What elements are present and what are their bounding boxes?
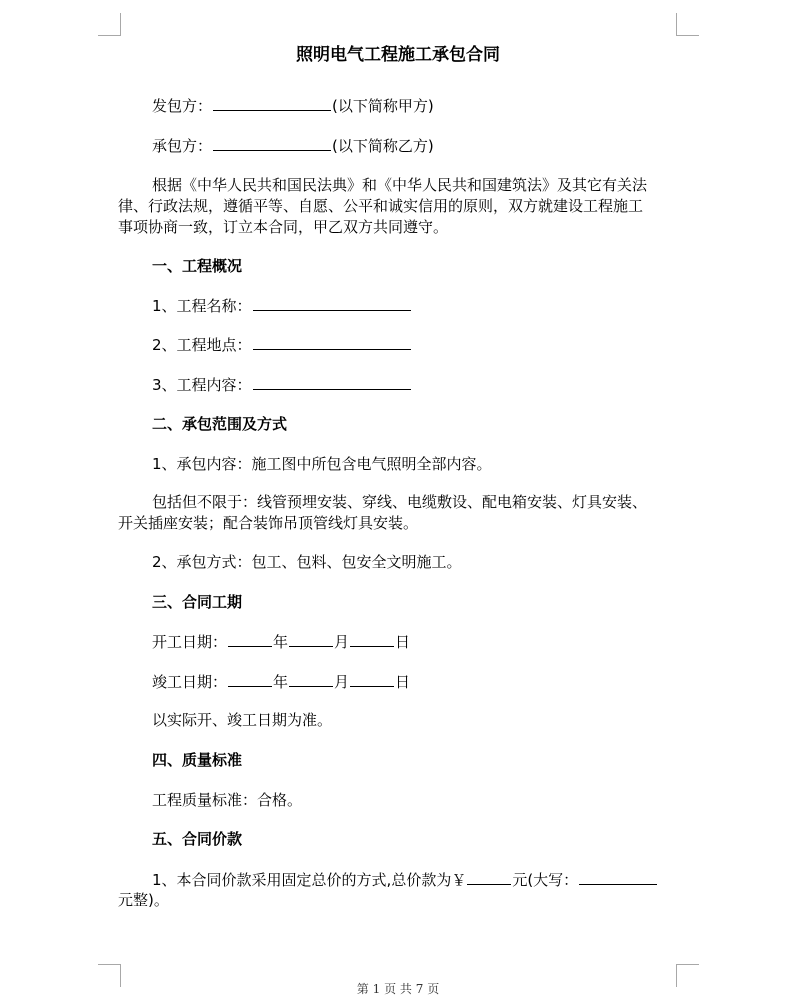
intro-line-3: 事项协商一致，订立本合同，甲乙双方共同遵守。 <box>118 218 449 236</box>
project-content-blank[interactable] <box>253 374 411 390</box>
project-location-blank[interactable] <box>253 334 411 350</box>
section-3-heading: 三、合同工期 <box>152 593 243 611</box>
end-month-unit: 月 <box>334 673 350 691</box>
price-capital-label: 元(大写： <box>512 871 579 889</box>
end-year-unit: 年 <box>273 673 289 691</box>
footer-middle: 页 共 <box>384 982 412 996</box>
party-a-suffix: (以下简称甲方) <box>332 97 434 115</box>
section-4-heading: 四、质量标准 <box>152 751 243 769</box>
end-year-blank[interactable] <box>228 671 272 687</box>
start-date-label: 开工日期： <box>152 633 228 651</box>
party-a-label: 发包方： <box>152 97 213 115</box>
project-content-line <box>152 374 412 395</box>
end-day-blank[interactable] <box>350 671 394 687</box>
start-month-blank[interactable] <box>289 631 333 647</box>
project-location-line <box>152 334 412 355</box>
section-1-heading: 一、工程概况 <box>152 257 243 275</box>
project-content-label: 3、工程内容： <box>152 376 252 394</box>
price-line-2: 元整)。 <box>118 891 169 909</box>
price-text: 1、本合同价款采用固定总价的方式,总价款为￥ <box>152 871 467 889</box>
start-year-unit: 年 <box>273 633 289 651</box>
project-location-label: 2、工程地点： <box>152 336 252 354</box>
end-date-line <box>152 671 410 692</box>
party-b-blank[interactable] <box>213 135 331 151</box>
current-page-number: 1 <box>372 982 381 996</box>
start-day-unit: 日 <box>395 633 411 651</box>
start-day-blank[interactable] <box>350 631 394 647</box>
section-5-heading: 五、合同价款 <box>152 830 243 848</box>
party-b-suffix: (以下简称乙方) <box>332 137 434 155</box>
price-amount-blank[interactable] <box>467 869 511 885</box>
end-date-label: 竣工日期： <box>152 673 228 691</box>
page-footer <box>0 981 796 997</box>
scope-include-line-1: 包括但不限于：线管预埋安装、穿线、电缆敷设、配电箱安装、灯具安装、 <box>152 493 648 511</box>
start-date-line <box>152 631 410 652</box>
party-a-blank[interactable] <box>213 95 331 111</box>
total-page-count: 7 <box>415 982 424 996</box>
document-title: 照明电气工程施工承包合同 <box>296 45 500 65</box>
intro-line-1: 根据《中华人民共和国民法典》和《中华人民共和国建筑法》及其它有关法 <box>152 176 648 194</box>
price-line-1 <box>152 869 658 890</box>
party-a-line <box>152 95 434 116</box>
crop-mark-top-right <box>676 13 699 36</box>
footer-prefix: 第 <box>356 982 369 996</box>
start-year-blank[interactable] <box>228 631 272 647</box>
start-month-unit: 月 <box>334 633 350 651</box>
intro-line-2: 律、行政法规，遵循平等、自愿、公平和诚实信用的原则，双方就建设工程施工 <box>118 197 644 215</box>
scope-content-line: 1、承包内容：施工图中所包含电气照明全部内容。 <box>152 455 492 473</box>
project-name-line <box>152 295 412 316</box>
party-b-line <box>152 135 434 156</box>
project-name-label: 1、工程名称： <box>152 297 252 315</box>
schedule-note: 以实际开、竣工日期为准。 <box>152 711 333 729</box>
scope-include-line-2: 开关插座安装；配合装饰吊顶管线灯具安装。 <box>118 514 419 532</box>
footer-suffix: 页 <box>427 982 440 996</box>
project-name-blank[interactable] <box>253 295 411 311</box>
end-month-blank[interactable] <box>289 671 333 687</box>
price-capital-blank[interactable] <box>579 869 657 885</box>
party-b-label: 承包方： <box>152 137 213 155</box>
quality-standard-line: 工程质量标准：合格。 <box>152 791 303 809</box>
contract-mode-line: 2、承包方式：包工、包料、包安全文明施工。 <box>152 553 462 571</box>
crop-mark-top-left <box>98 13 121 36</box>
end-day-unit: 日 <box>395 673 411 691</box>
section-2-heading: 二、承包范围及方式 <box>152 415 288 433</box>
